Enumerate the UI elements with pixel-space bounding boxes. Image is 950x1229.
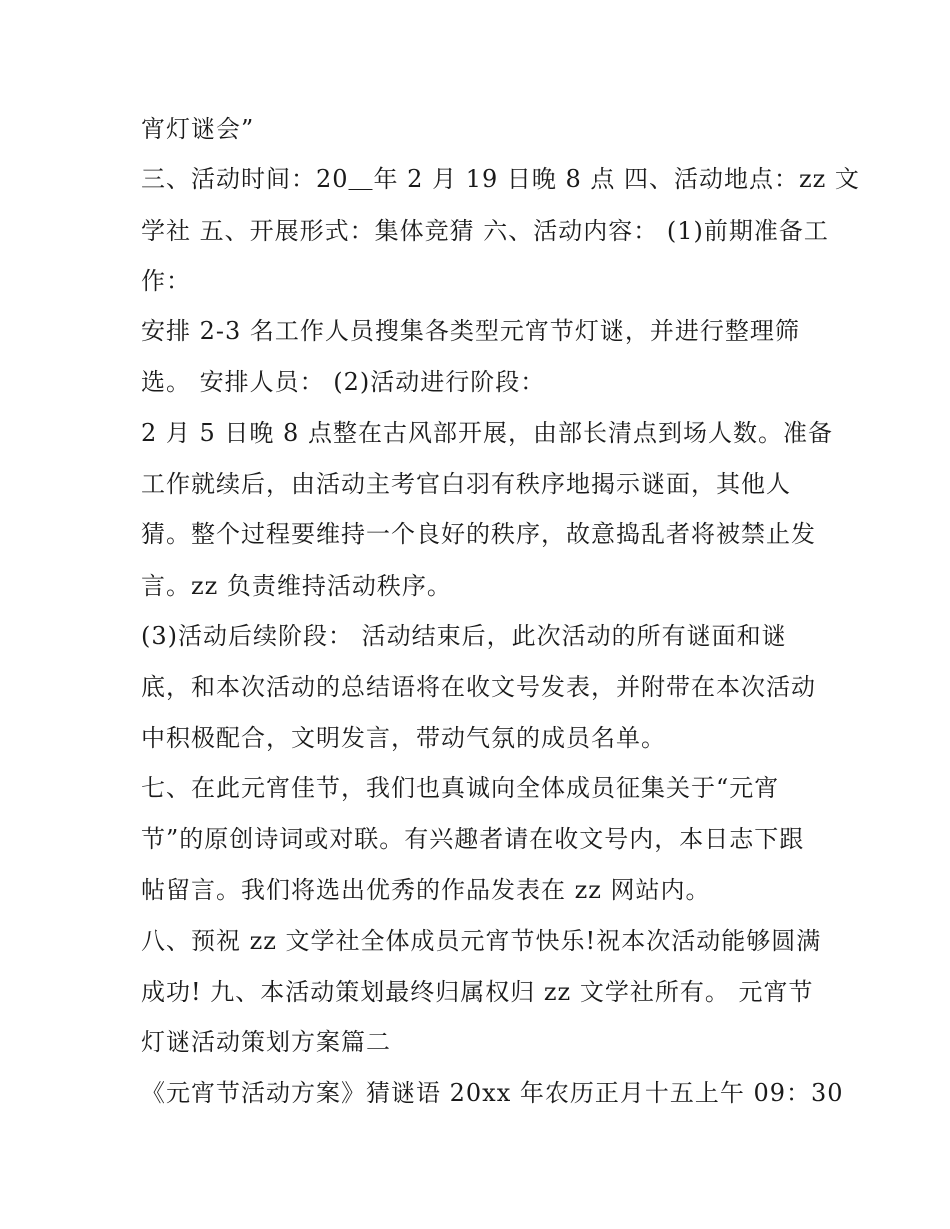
text-line: 八、预祝 zz 文学社全体成员元宵节快乐!祝本次活动能够圆满 [141, 927, 822, 955]
text-line: 安排 2-3 名工作人员搜集各类型元宵节灯谜，并进行整理筛 [141, 317, 800, 345]
text-line: 节”的原创诗词或对联。有兴趣者请在收文号内，本日志下跟 [141, 825, 805, 853]
text-line: 中积极配合，文明发言，带动气氛的成员名单。 [141, 724, 666, 752]
text-line: 宵灯谜会” [141, 115, 255, 143]
text-line: (3)活动后续阶段： 活动结束后，此次活动的所有谜面和谜 [141, 622, 787, 650]
text-line: 成功! 九、本活动策划最终归属权归 zz 文学社所有。 元宵节 [141, 978, 814, 1006]
text-line: 选。 安排人员： (2)活动进行阶段： [141, 368, 546, 396]
text-line: 学社 五、开展形式：集体竞猜 六、活动内容： (1)前期准备工 [141, 217, 829, 245]
text-line: 猜。整个过程要维持一个良好的秩序，故意捣乱者将被禁止发 [141, 520, 816, 548]
text-line: 工作就续后，由活动主考官白羽有秩序地揭示谜面，其他人 [141, 470, 791, 498]
text-line: 七、在此元宵佳节，我们也真诚向全体成员征集关于“元宵 [141, 774, 780, 802]
text-line: 灯谜活动策划方案篇二 [141, 1028, 391, 1056]
text-line: 《元宵节活动方案》猜谜语 20xx 年农历正月十五上午 09：30 [141, 1079, 844, 1107]
text-line: 三、活动时间：20＿年 2 月 19 日晚 8 点 四、活动地点：zz 文 [141, 165, 860, 193]
text-line: 底，和本次活动的总结语将在收文号发表，并附带在本次活动 [141, 673, 816, 701]
text-line: 2 月 5 日晚 8 点整在古风部开展，由部长清点到场人数。准备 [141, 419, 833, 447]
text-line: 帖留言。我们将选出优秀的作品发表在 zz 网站内。 [141, 876, 711, 904]
text-line: 言。zz 负责维持活动秩序。 [141, 572, 452, 600]
text-line: 作： [141, 267, 191, 295]
